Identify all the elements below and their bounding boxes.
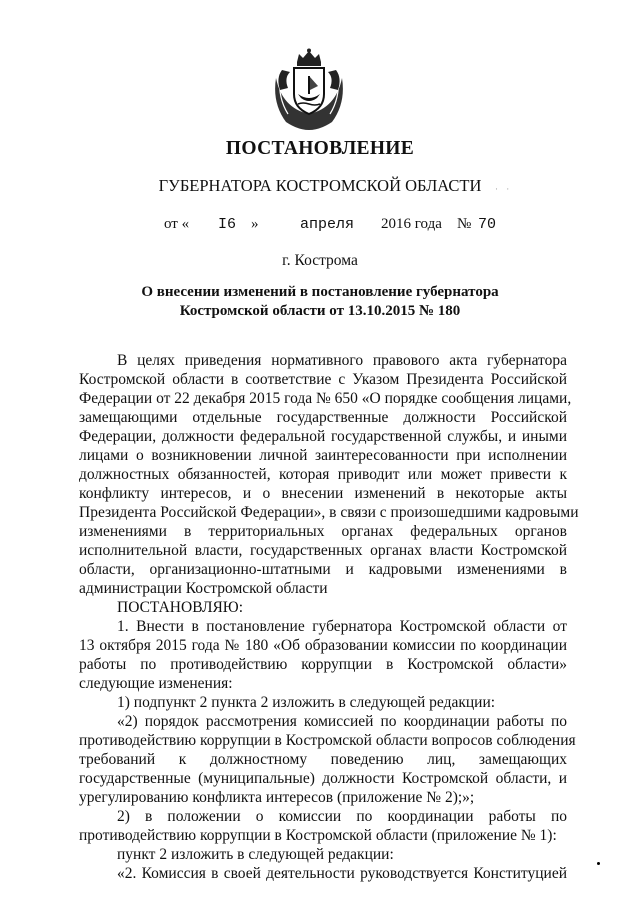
date-year: 2016 года: [381, 216, 442, 232]
body-line: 1) подпункт 2 пункта 2 изложить в следующей редакции:: [117, 694, 496, 711]
body-line: области, организационно-штатными и кадровыми изменениями в: [79, 561, 567, 578]
body-line: Федерации, должности федеральной государственной службы, и иными: [79, 428, 567, 445]
date-close-quote: »: [251, 216, 259, 232]
body-line: требований к должностному поведению лиц, замещающих: [79, 751, 567, 768]
body-line: 13 октября 2015 года № 180 «Об образовании комиссии по координации: [79, 637, 567, 654]
scan-dot: [597, 862, 600, 865]
heading-line-2: Костромской области от 13.10.2015 № 180: [179, 303, 461, 319]
body-line: «2) порядок рассмотрения комиссией по координации работы по: [117, 713, 567, 730]
body-line: «2. Комиссия в своей деятельности руководствуется Конституцией: [117, 865, 567, 882]
coat-of-arms-emblem: [268, 48, 350, 132]
date-prefix: от «: [164, 216, 190, 232]
heading-line-1: О внесении изменений в постановление губернатора: [141, 284, 499, 300]
resolution-word: ПОСТАНОВЛЯЮ:: [117, 599, 244, 616]
body-line: Костромской области в соответствие с Указом Президента Российской: [79, 371, 567, 388]
number-sign: №: [457, 216, 472, 232]
body-line: исполнительной власти, государственных органах власти Костромской: [79, 542, 567, 559]
body-line: конфликту интересов, и о внесении изменений в некоторые акты: [79, 485, 567, 502]
date-month: апреля: [300, 216, 355, 233]
body-line: урегулированию конфликта интересов (приложение № 2);»;: [79, 789, 475, 806]
document-number: 70: [478, 216, 497, 233]
body-line: 2) в положении о комиссии по координации работы по: [117, 808, 567, 825]
body-line: противодействию коррупции в Костромской области вопросов соблюдения: [79, 732, 576, 749]
body-line: противодействию коррупции в Костромской области (приложение № 1):: [79, 827, 557, 844]
date-day: I6: [218, 216, 237, 233]
body-line: работы по противодействию коррупции в Костромской области»: [79, 656, 567, 673]
document-subtitle: ГУБЕРНАТОРА КОСТРОМСКОЙ ОБЛАСТИ: [158, 176, 482, 195]
city: г. Кострома: [282, 252, 358, 269]
body-line: В целях приведения нормативного правового акта губернатора: [117, 352, 567, 369]
body-line: администрации Костромской области: [79, 580, 328, 597]
body-line: изменениями в территориальных органах федеральных органов: [79, 523, 567, 540]
body-line: Федерации от 22 декабря 2015 года № 650 «О порядке сообщения лицами,: [79, 390, 572, 407]
body-line: лицами о возникновении личной заинтересованности при исполнении: [79, 447, 567, 464]
document-heading: [0, 283, 640, 321]
document-title: ПОСТАНОВЛЕНИЕ: [225, 138, 415, 159]
body-line: Президента Российской Федерации», в связи с произошедшими кадровыми: [79, 504, 579, 521]
body-line: должностных обязанностей, которая приводит или может привести к: [79, 466, 567, 483]
body-line: замещающими отдельные государственные должности Российской: [79, 409, 567, 426]
body-line: государственные (муниципальные) должности Костромской области, и: [79, 770, 567, 787]
body-line: пункт 2 изложить в следующей редакции:: [117, 846, 394, 863]
body-line: 1. Внести в постановление губернатора Костромской области от: [117, 618, 567, 635]
scan-mark: · ·: [495, 184, 513, 194]
body-line: следующие изменения:: [79, 675, 233, 692]
